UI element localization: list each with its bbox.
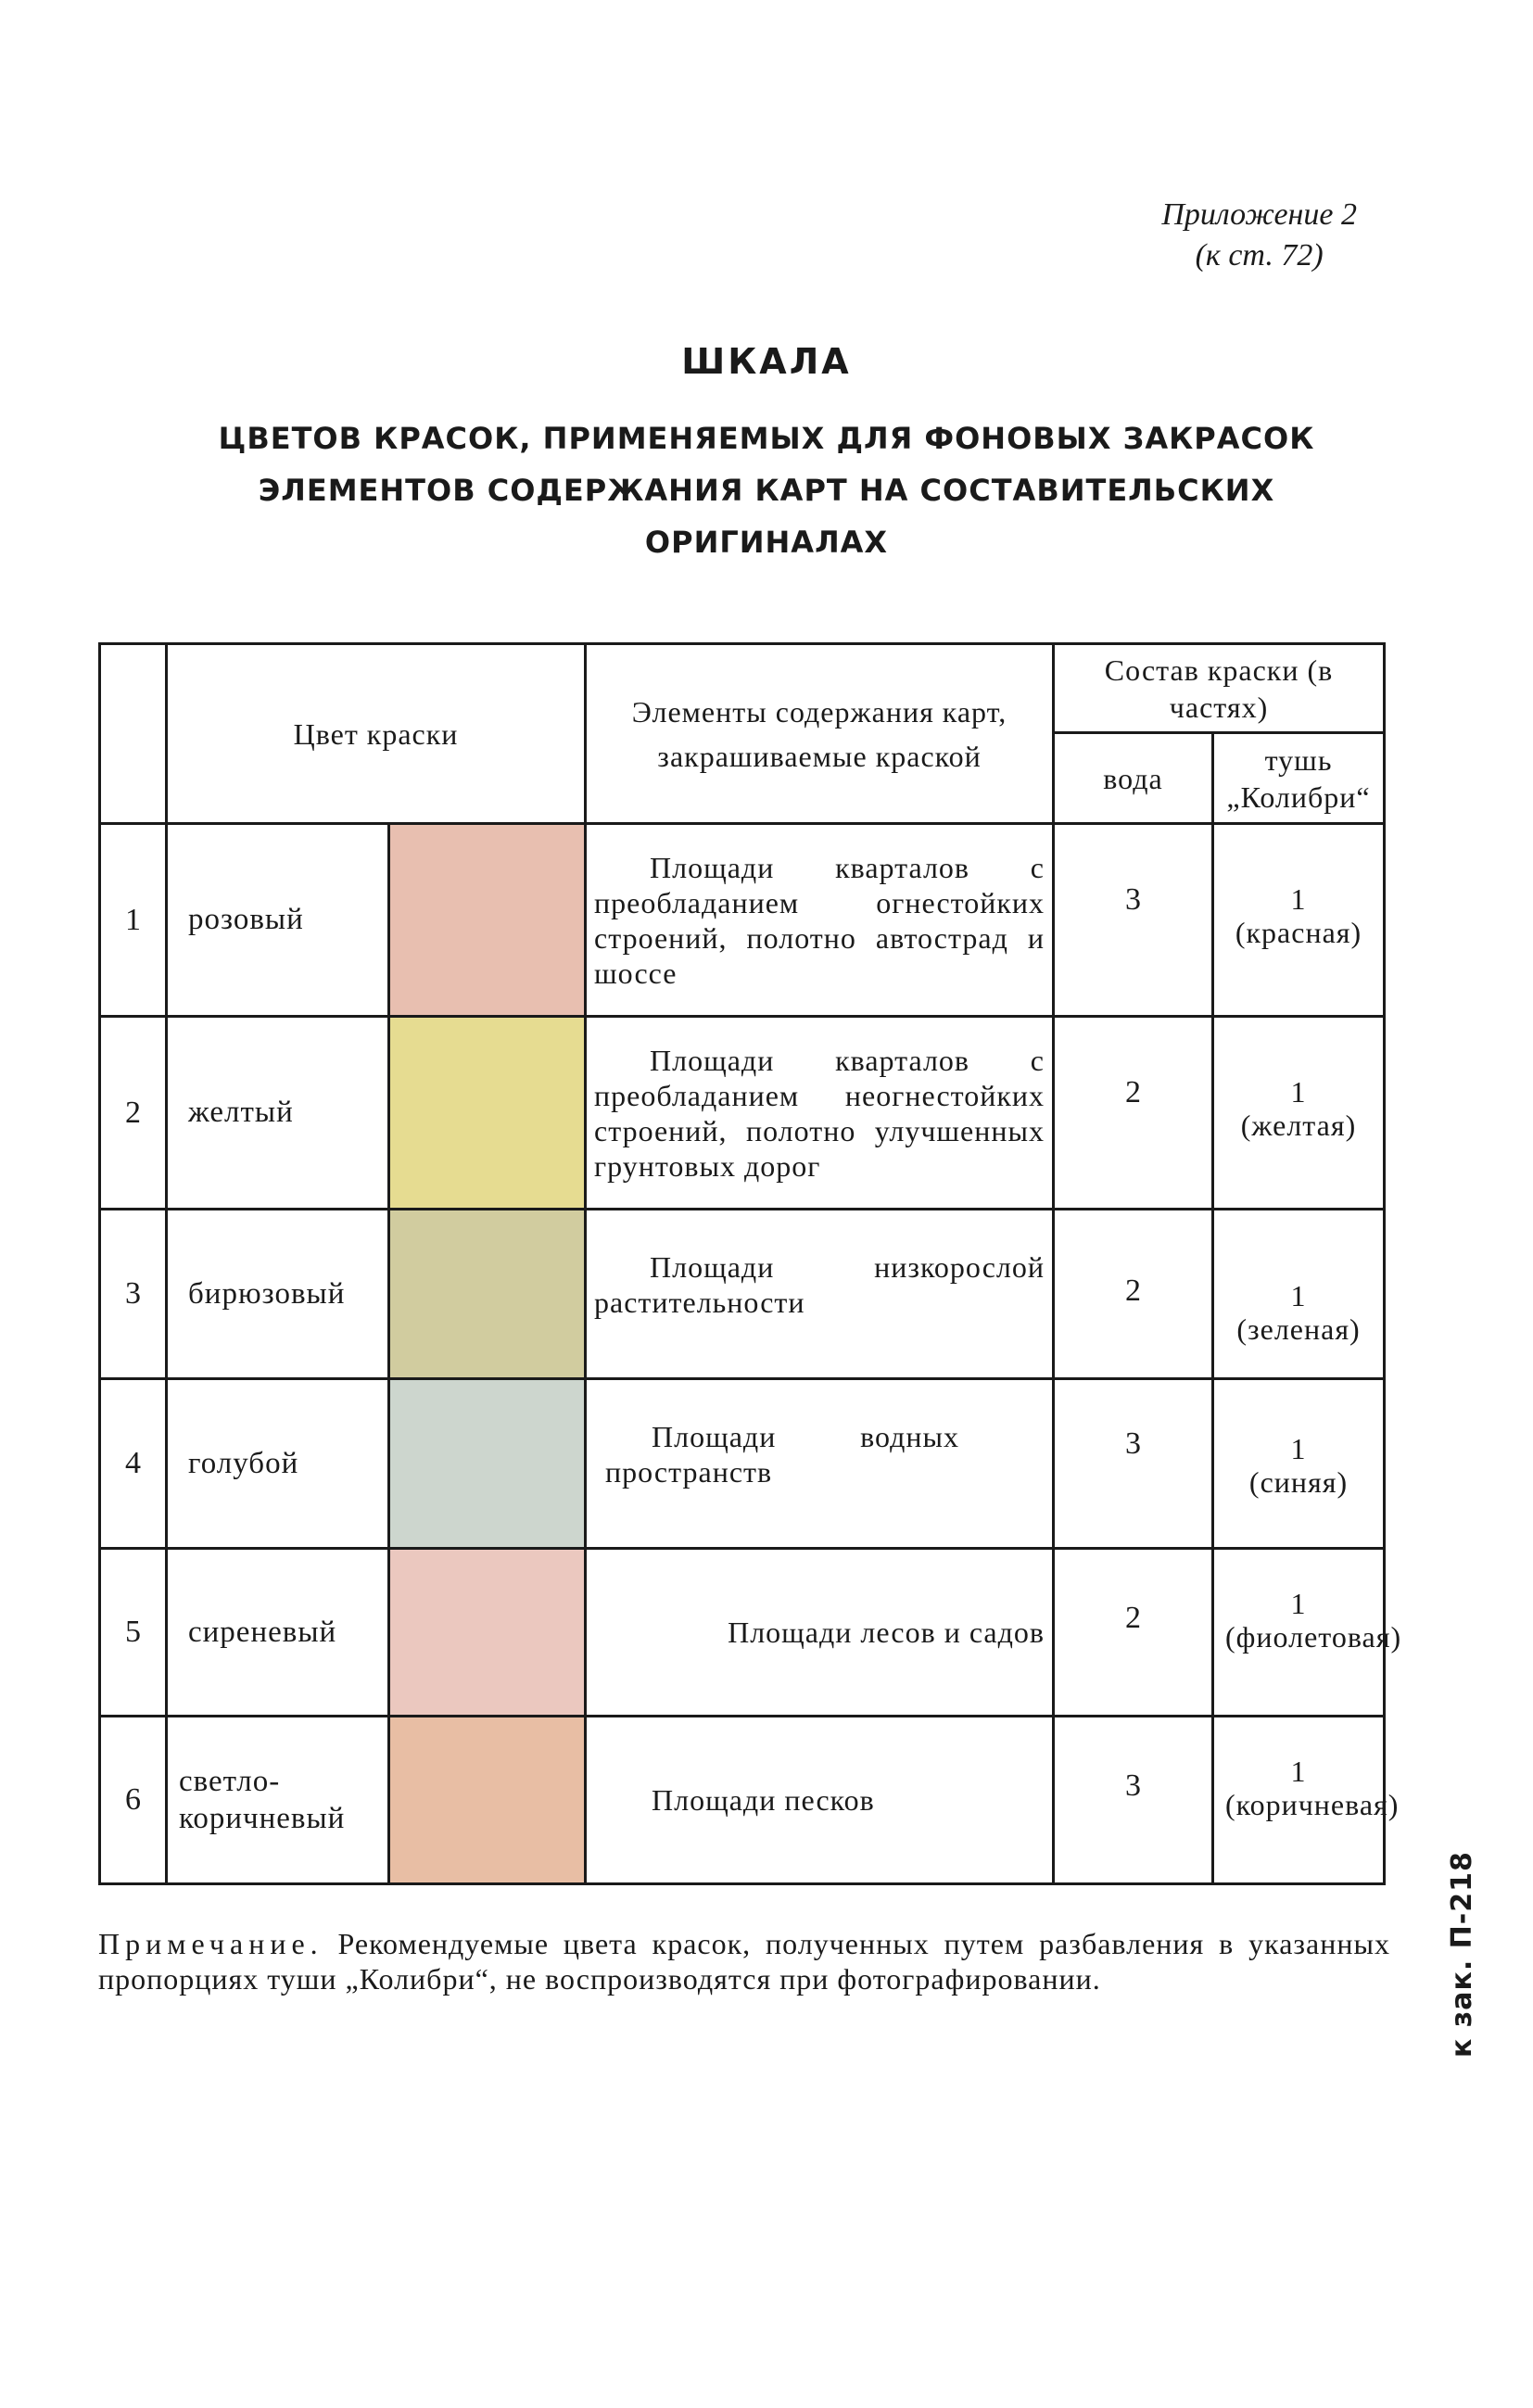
row-number: 3 bbox=[100, 1210, 167, 1379]
content-elements: Площади водных пространств bbox=[586, 1379, 1054, 1549]
header-water: вода bbox=[1054, 733, 1213, 824]
header-number bbox=[100, 644, 167, 824]
water-parts: 2 bbox=[1054, 1210, 1213, 1379]
table-row bbox=[100, 1549, 1385, 1717]
swatch-fill bbox=[390, 1550, 584, 1715]
water-parts: 2 bbox=[1054, 1017, 1213, 1210]
water-parts: 3 bbox=[1054, 1717, 1213, 1884]
color-name: голубой bbox=[167, 1379, 389, 1549]
ink-parts bbox=[1213, 1210, 1385, 1379]
swatch-fill bbox=[390, 1210, 584, 1377]
color-swatch bbox=[389, 1017, 586, 1210]
color-name: бирюзовый bbox=[167, 1210, 389, 1379]
appendix-number: Приложение 2 bbox=[1161, 197, 1357, 232]
table-row bbox=[100, 1017, 1385, 1210]
color-name: желтый bbox=[167, 1017, 389, 1210]
subtitle-line-1: ЦВЕТОВ КРАСОК, ПРИМЕНЯЕМЫХ ДЛЯ ФОНОВЫХ ЗАКРАСОК bbox=[218, 421, 1315, 456]
header-color: Цвет краски bbox=[167, 644, 586, 824]
water-parts: 2 bbox=[1054, 1549, 1213, 1717]
paint-color-table bbox=[98, 642, 1402, 1885]
ink-color: (синяя) bbox=[1248, 1465, 1349, 1499]
color-swatch bbox=[389, 1210, 586, 1379]
row-number: 2 bbox=[100, 1017, 167, 1210]
water-parts: 3 bbox=[1054, 1379, 1213, 1549]
ink-parts bbox=[1213, 1017, 1385, 1210]
color-swatch bbox=[389, 1549, 586, 1717]
swatch-fill bbox=[390, 1018, 584, 1208]
row-number: 6 bbox=[100, 1717, 167, 1884]
ink-color: (фиолетовая) bbox=[1225, 1620, 1402, 1654]
content-elements: Площади низкорослой растительности bbox=[586, 1210, 1054, 1379]
color-swatch bbox=[389, 1717, 586, 1884]
swatch-fill bbox=[390, 1717, 584, 1882]
footnote-text: Рекомендуемые цвета красок, полученных путем разбавления в указанных пропорциях туши „Колибри“, не воспроизводятся при фотографировании. bbox=[98, 1927, 1391, 1996]
ink-parts-count: 1 bbox=[1290, 1432, 1307, 1465]
ink-color: (зеленая) bbox=[1236, 1312, 1361, 1346]
ink-parts-count: 1 bbox=[1290, 1587, 1307, 1620]
color-swatch bbox=[389, 824, 586, 1017]
appendix-article: (к ст. 72) bbox=[1195, 238, 1324, 272]
page-subtitle bbox=[167, 412, 1366, 568]
table-row bbox=[100, 1210, 1385, 1379]
water-parts: 3 bbox=[1054, 824, 1213, 1017]
swatch-fill bbox=[390, 1380, 584, 1547]
ink-parts-count: 1 bbox=[1290, 882, 1307, 916]
subtitle-line-2: ЭЛЕМЕНТОВ СОДЕРЖАНИЯ КАРТ НА СОСТАВИТЕЛЬСКИХ bbox=[258, 473, 1275, 508]
header-composition: Состав краски (в частях) bbox=[1054, 644, 1385, 733]
color-name: розовый bbox=[167, 824, 389, 1017]
content-elements: Площади кварталов с преобладанием неогнестойких строений, полотно улучшенных грунтовых дорог bbox=[586, 1017, 1054, 1210]
ink-color: (красная) bbox=[1235, 916, 1362, 949]
content-elements: Площади кварталов с преобладанием огнестойких строений, полотно автострад и шоссе bbox=[586, 824, 1054, 1017]
footnote-label: Примечание. bbox=[98, 1927, 323, 1960]
ink-parts-count: 1 bbox=[1290, 1755, 1307, 1788]
header-ink: тушь „Колибри“ bbox=[1213, 733, 1385, 824]
ink-parts-count: 1 bbox=[1290, 1075, 1307, 1109]
content-elements: Площади лесов и садов bbox=[586, 1549, 1054, 1717]
content-elements: Площади песков bbox=[586, 1717, 1054, 1884]
color-name: сиреневый bbox=[167, 1549, 389, 1717]
ink-parts bbox=[1213, 1379, 1385, 1549]
ink-parts bbox=[1213, 1549, 1402, 1717]
appendix-reference bbox=[1161, 195, 1357, 276]
color-swatch bbox=[389, 1379, 586, 1549]
row-number: 1 bbox=[100, 824, 167, 1017]
page-title: ШКАЛА bbox=[681, 341, 852, 382]
ink-parts bbox=[1213, 824, 1385, 1017]
header-elements: Элементы содержания карт, закрашиваемые краской bbox=[586, 644, 1054, 824]
swatch-fill bbox=[390, 825, 584, 1015]
row-number: 4 bbox=[100, 1379, 167, 1549]
order-reference: к зак. П-218 bbox=[1446, 1851, 1478, 2058]
color-name: светло-коричневый bbox=[167, 1717, 389, 1884]
table-row bbox=[100, 1379, 1385, 1549]
ink-color: (коричневая) bbox=[1225, 1788, 1400, 1821]
row-number: 5 bbox=[100, 1549, 167, 1717]
table-row bbox=[100, 1717, 1385, 1884]
ink-parts-count: 1 bbox=[1290, 1279, 1307, 1312]
subtitle-line-3: ОРИГИНАЛАХ bbox=[644, 525, 889, 560]
table-row bbox=[100, 824, 1385, 1017]
ink-color: (желтая) bbox=[1240, 1109, 1357, 1142]
footnote bbox=[98, 1926, 1390, 1996]
ink-parts bbox=[1213, 1717, 1400, 1884]
